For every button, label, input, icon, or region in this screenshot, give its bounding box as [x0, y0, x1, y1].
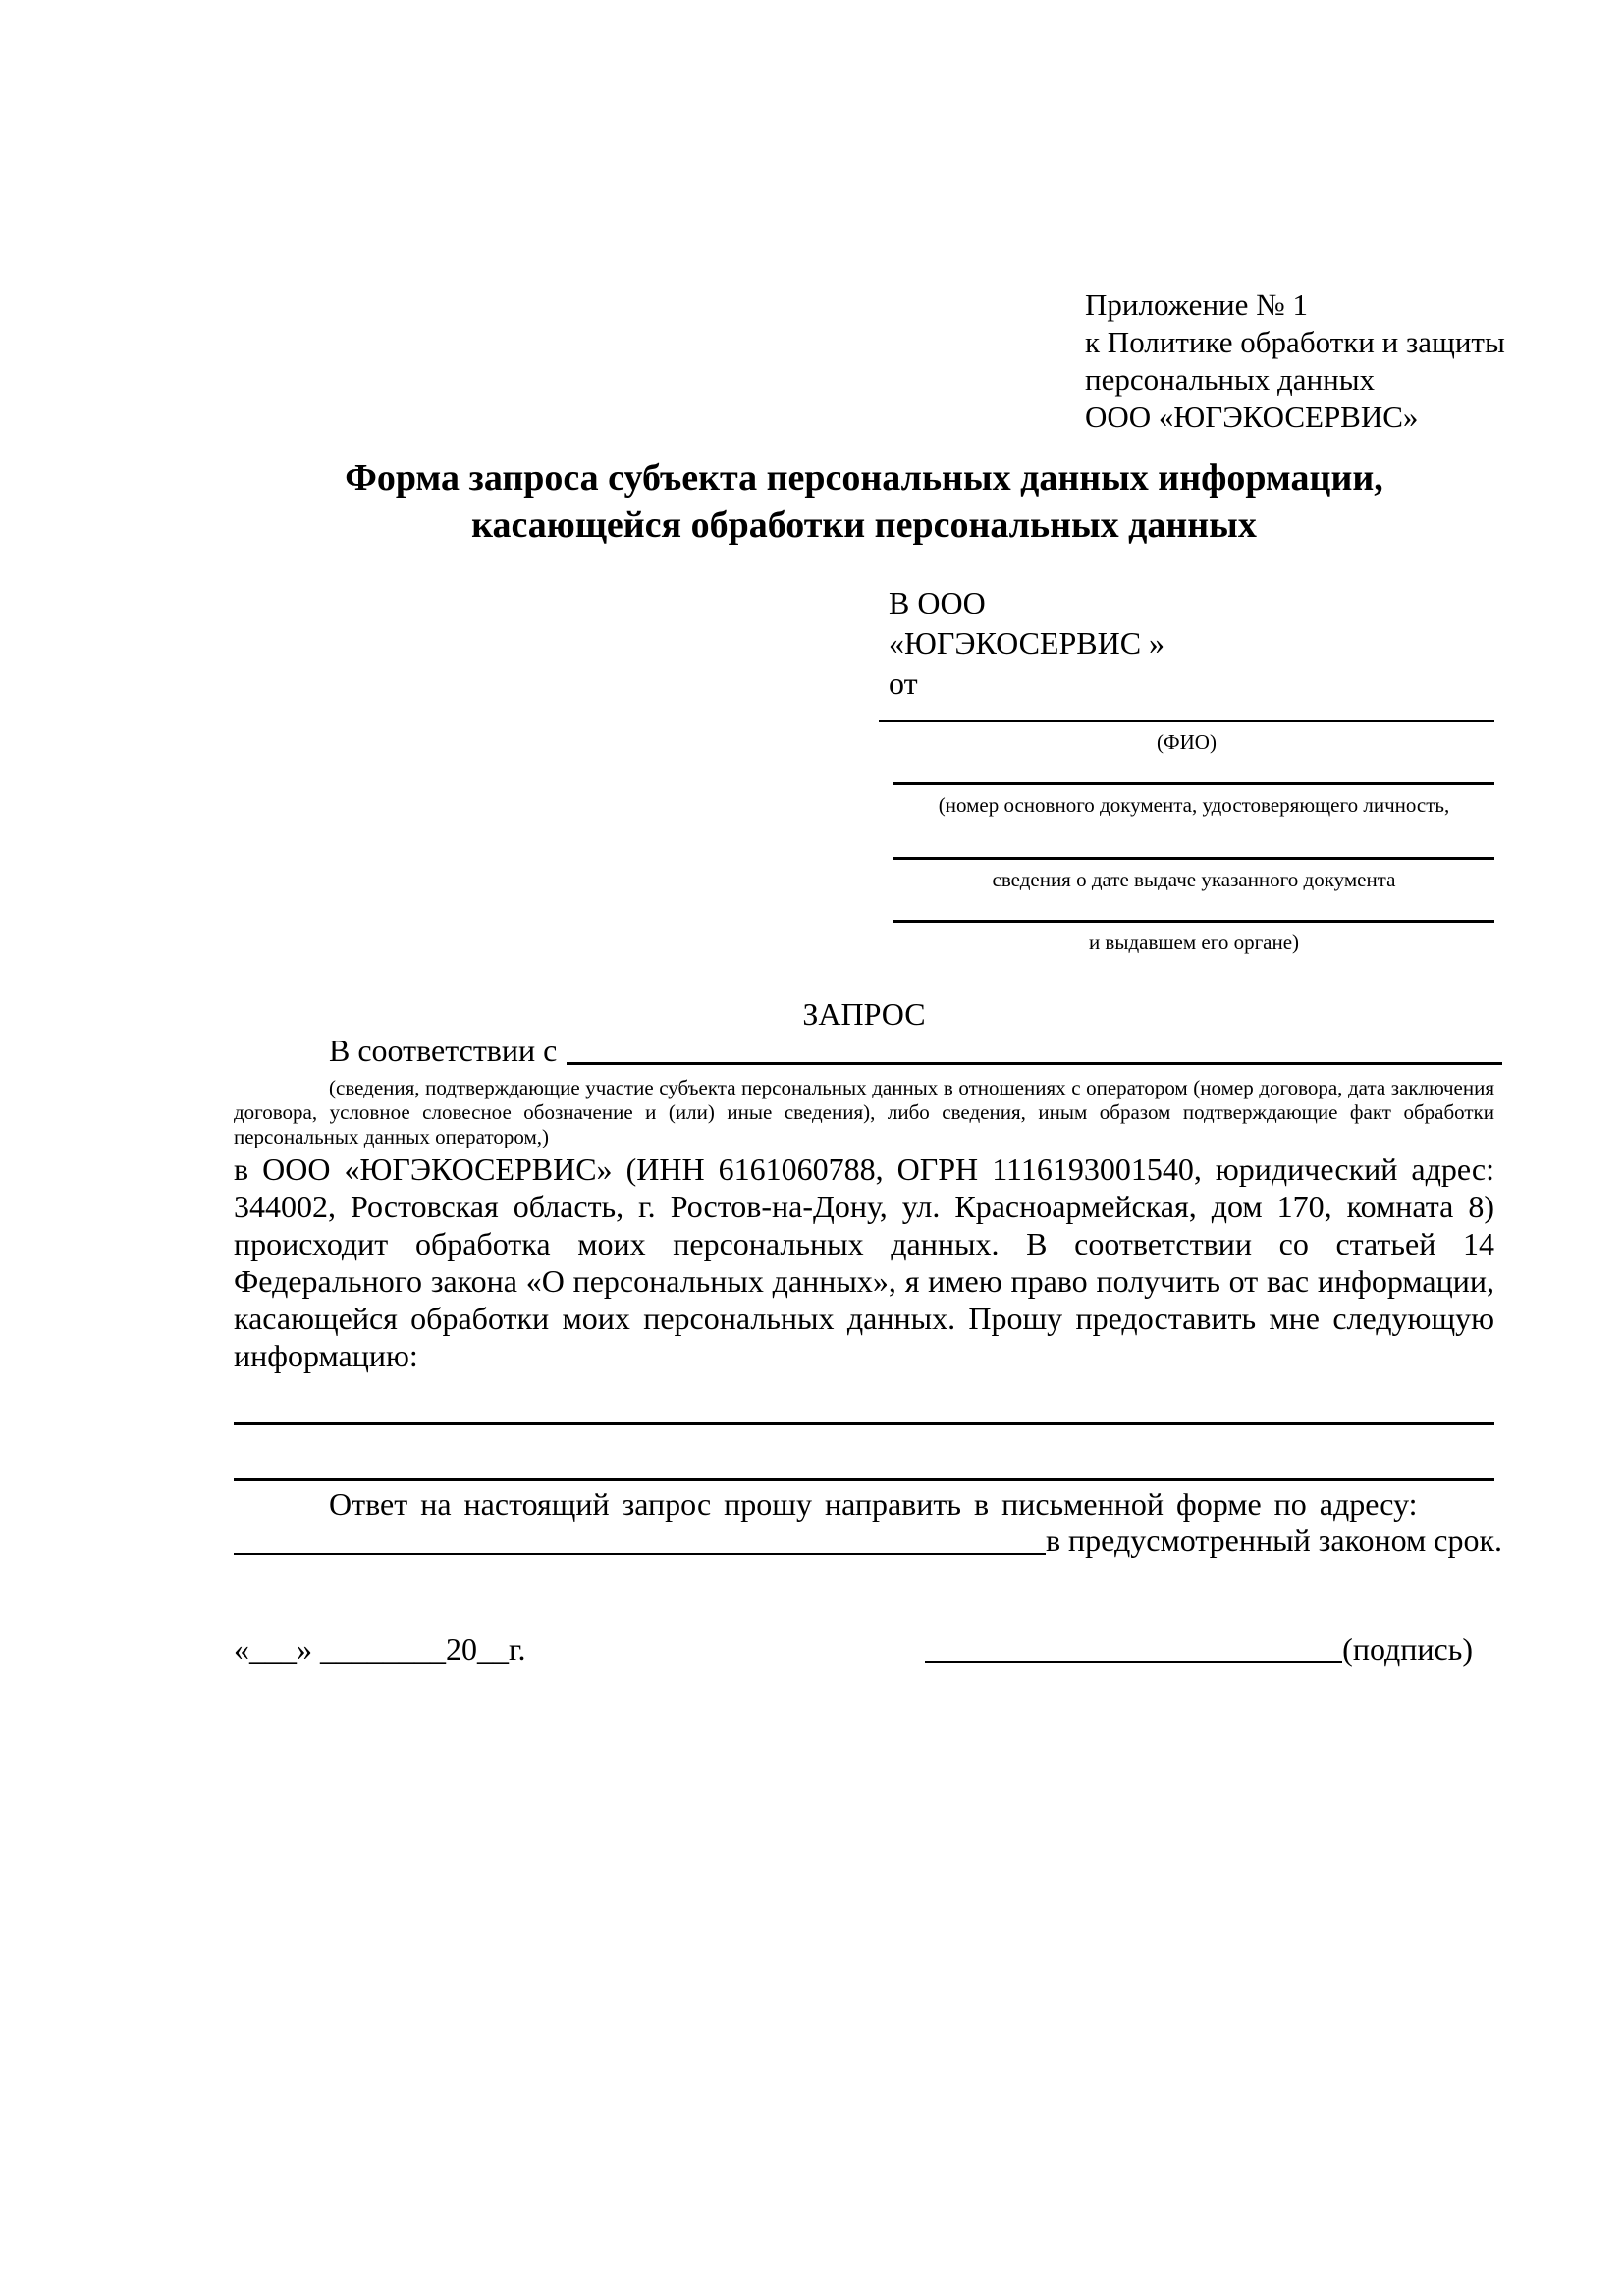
- fio-blank-line: [879, 720, 1494, 722]
- intro-row: [329, 1033, 1502, 1068]
- signature-blank-line: [925, 1661, 1342, 1663]
- request-body: в ООО «ЮГЭКОСЕРВИС» (ИНН 6161060788, ОГРН 1116193001540, юридический адрес: 344002, Ростовская область, г. Ростов-на-Дону, ул. Красноармейская, дом 170, комната 8) происходит обработка моих персональных данных. В соответствии со статьей 14 Федерального закона «О персональных данных», я имею право получить от вас информации, касающейся обработки моих персональных данных. Прошу предоставить мне следующую информацию:: [234, 1151, 1494, 1373]
- appendix-line-1: Приложение № 1: [1085, 288, 1308, 322]
- addressee-line-3: от: [889, 666, 918, 701]
- document-title-line-1: Форма запроса субъекта персональных данных информации,: [345, 457, 1383, 499]
- document-number-blank-line: [893, 782, 1494, 785]
- info-blank-line-2: [234, 1478, 1494, 1481]
- appendix-line-2: к Политике обработки и защиты: [1085, 325, 1505, 359]
- addressee-line-2: «ЮГЭКОСЕРВИС »: [889, 625, 1165, 661]
- reply-deadline-text: в предусмотренный законом срок.: [1045, 1522, 1502, 1558]
- issue-date-caption: сведения о дате выдаче указанного документа: [992, 868, 1396, 891]
- issuing-authority-caption: и выдавшем его органе): [1088, 931, 1300, 954]
- addressee-line-1: В ООО: [889, 585, 986, 620]
- date-signature-row: [234, 1629, 1473, 1669]
- reply-address-row: [234, 1522, 1502, 1558]
- info-blank-line-1: [234, 1422, 1494, 1425]
- fio-caption: (ФИО): [1157, 730, 1217, 754]
- appendix-block: [1085, 287, 1505, 436]
- signature-caption: (подпись): [1342, 1631, 1473, 1667]
- addressee-block: [889, 583, 1164, 704]
- footnote-text: (сведения, подтверждающие участие субъекта персональных данных в отношениях с оператором (номер договора, дата заключения договора, условное словесное обозначение и (или) иные сведения), либо сведения, иным образом подтверждающие факт обработки персональных данных оператором,): [234, 1076, 1494, 1148]
- date-blank-text: «___» ________20__г.: [234, 1631, 526, 1667]
- intro-text: В соответствии с: [329, 1033, 558, 1068]
- appendix-line-4: ООО «ЮГЭКОСЕРВИС»: [1085, 400, 1419, 434]
- document-title-line-2: касающейся обработки персональных данных: [471, 505, 1257, 546]
- issuing-authority-blank-line: [893, 920, 1494, 923]
- request-heading: ЗАПРОС: [802, 996, 926, 1032]
- document-number-caption: (номер основного документа, удостоверяющего личность,: [938, 793, 1450, 817]
- intro-blank-line: [567, 1062, 1502, 1065]
- appendix-line-3: персональных данных: [1085, 362, 1376, 397]
- address-blank-line: [234, 1553, 1046, 1555]
- issue-date-blank-line: [893, 857, 1494, 860]
- reply-paragraph: Ответ на настоящий запрос прошу направить в письменной форме по адресу:: [329, 1486, 1418, 1522]
- document-title: [234, 454, 1494, 549]
